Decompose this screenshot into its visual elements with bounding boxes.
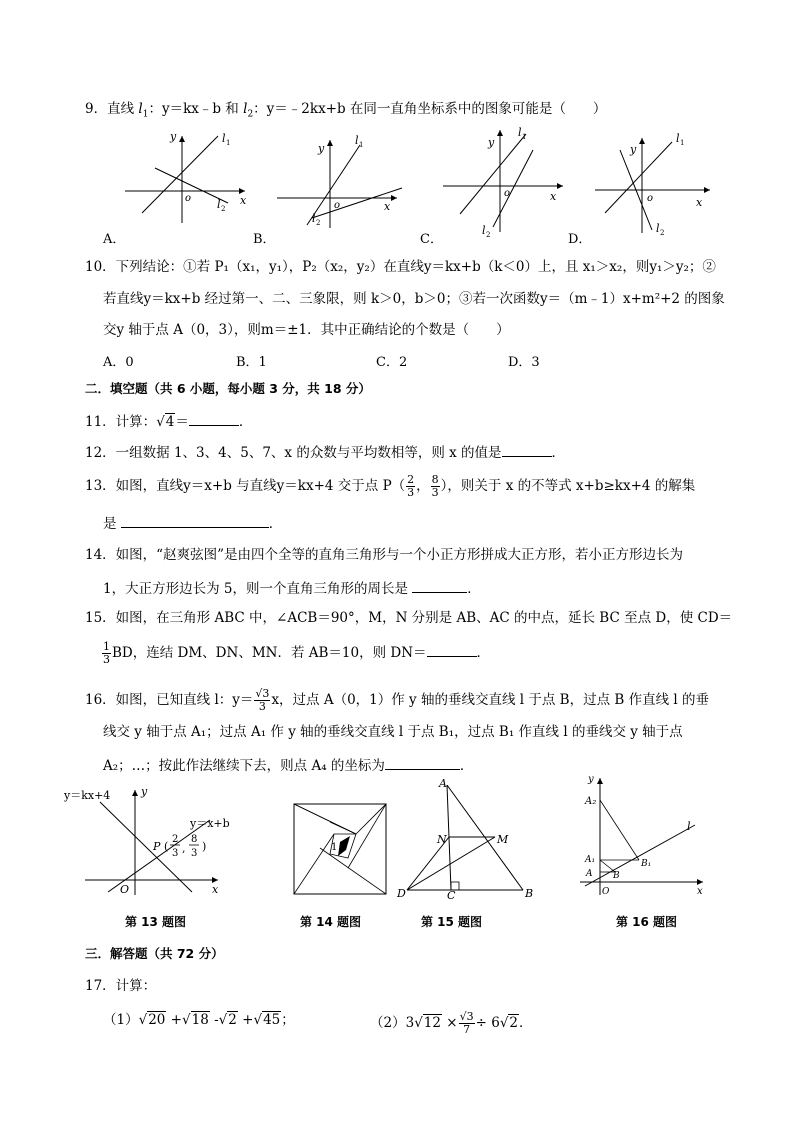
fig16-b: B (613, 871, 620, 881)
svg-text:l: l (518, 126, 522, 139)
q10-line2: 若直线y＝kx+b 经过第一、二、三象限，则 k＞0，b＞0；③若一次函数y＝（m﹣1）x+m²+2 的图象 (103, 291, 725, 307)
svg-text:x: x (384, 200, 391, 213)
figure-15 (395, 775, 545, 900)
svg-text:o: o (504, 188, 511, 199)
svg-text:y: y (318, 142, 325, 155)
q11-text: 11．计算：√4＝ ． (85, 411, 252, 431)
q9-graph-c (438, 122, 573, 240)
fig13-pd2: 3 (191, 848, 198, 859)
q10-line3: 交y 轴于点 A（0，3），则m＝±1．其中正确结论的个数是（ ） (103, 322, 510, 338)
q13-line1: 13．如图，直线y＝x+b 与直线y＝kx+4 交于点 P（ $\frac{2}{3}$ ， $\frac{8}{3}$ ），则关于 x 的不等式 x+b≥kx+4 的解集 (85, 473, 696, 499)
svg-text:o: o (334, 200, 341, 211)
fig16-a: A (586, 869, 593, 879)
svg-text:l: l (676, 132, 680, 145)
svg-text:(: ( (164, 840, 169, 853)
fig13-y: y (141, 785, 148, 798)
fig16-l: l (687, 820, 691, 833)
fig16-x: x (697, 886, 703, 897)
fig16-b1: B₁ (641, 859, 652, 869)
fig13-pn1: 2 (172, 834, 179, 845)
fig15-m: M (497, 833, 509, 846)
svg-text:1: 1 (226, 139, 231, 147)
q17-part1: （1）√20 +√18 -√2 +√45； (103, 1012, 295, 1028)
q9-text: 9．直线 $l_1$：y＝kx﹣b 和 $l_2$：y＝﹣2kx+b 在同一直角坐标系中的图象可能是（ ） (85, 101, 607, 120)
fig14-one: 1 (331, 842, 338, 853)
q15-line2: $\frac{1}{3}$ BD，连结 DM、DN、MN．若 AB＝10，则 DN＝ ． (103, 640, 491, 666)
svg-text:o: o (185, 193, 192, 204)
fig13-x: x (212, 883, 219, 896)
svg-text:o: o (647, 193, 654, 204)
svg-text:2: 2 (486, 231, 491, 239)
svg-text:x: x (550, 190, 557, 203)
q9-option-d: D． (568, 232, 592, 247)
q10-line1: 10．下列结论：①若 P₁（x₁，y₁），P₂（x₂，y₂）在直线y＝kx+b（k＜0）上，且 x₁＞x₂，则y₁＞y₂；② (85, 259, 716, 275)
q9-option-c: C． (420, 232, 443, 247)
svg-text:2: 2 (316, 219, 321, 227)
fig13-p: P (153, 840, 161, 853)
q16-line1: 16．如图，已知直线 l：y＝ $\frac{√3}{3}$ x，过点 A（0，1）作 y 轴的垂线交直线 l 于点 B，过点 B 作直线 l 的垂 (85, 687, 709, 713)
svg-text:l: l (312, 212, 316, 225)
q9-graph-d (590, 128, 720, 238)
q10-option-c: C．2 (376, 355, 408, 370)
figure-16 (575, 770, 710, 900)
q17-title: 17．计算： (85, 978, 157, 994)
fig16-y: y (588, 774, 594, 785)
q16-line3: A₂；…；按此作法继续下去，则点 A₄ 的坐标为 ． (103, 755, 473, 775)
svg-text:l: l (222, 132, 226, 145)
section-answer-heading: 三．解答题（共 72 分） (85, 946, 224, 961)
q14-line1: 14．如图，“赵爽弦图”是由四个全等的直角三角形与一个小正方形拼成大正方形，若小正方形边长为 (85, 547, 683, 563)
q16-line2: 线交 y 轴于点 A₁；过点 A₁ 作 y 轴的垂线交直线 l 于点 B₁，过点 B₁ 作直线 l 的垂线交 y 轴于点 (103, 724, 683, 740)
svg-text:x: x (696, 196, 703, 209)
svg-text:y: y (630, 143, 637, 156)
fig13-eq2: y＝x+b (190, 817, 230, 830)
svg-text:l: l (355, 134, 359, 147)
fig16-o: O (602, 887, 610, 897)
q17-part2: （2）3√12 × $\frac{√3}{7}$ ÷ 6√2． (370, 1010, 533, 1036)
q10-option-d: D．3 (508, 355, 540, 370)
svg-text:l: l (656, 222, 660, 235)
svg-text:1: 1 (359, 141, 364, 149)
q9-graph-a (120, 128, 255, 228)
fig13-pn2: 8 (191, 834, 198, 845)
fig13-pd1: 3 (172, 848, 179, 859)
q9-option-a: A． (103, 232, 126, 247)
svg-text:): ) (202, 840, 207, 853)
q14-line2: 1，大正方形边长为 5，则一个直角三角形的周长是 ． (103, 578, 481, 598)
q9-option-b: B． (253, 232, 276, 247)
q10-option-b: B．1 (236, 355, 267, 370)
fig16-a2: A₂ (585, 796, 597, 807)
fig16-a1: A₁ (585, 855, 596, 865)
svg-text:2: 2 (660, 229, 665, 237)
figure-15-caption: 第 15 题图 (421, 915, 483, 929)
svg-text:1: 1 (680, 139, 685, 147)
figure-14-caption: 第 14 题图 (300, 915, 362, 929)
q12-text: 12．一组数据 1、3、4、5、7、x 的众数与平均数相等，则 x 的值是 ． (85, 442, 565, 462)
svg-text:y: y (170, 130, 177, 143)
q13-line2: 是 ． (103, 513, 282, 533)
fig15-a: A (439, 777, 447, 790)
fig13-o: O (120, 883, 130, 896)
svg-text:l: l (217, 198, 221, 211)
figure-16-caption: 第 16 题图 (616, 915, 678, 929)
section-fill-blank-heading: 二．填空题（共 6 小题，每小题 3 分，共 18 分） (85, 381, 371, 396)
svg-text:1: 1 (522, 133, 527, 141)
svg-text:x: x (240, 194, 247, 207)
q15-line1: 15．如图，在三角形 ABC 中，∠ACB＝90°，M，N 分别是 AB、AC 的中点，延长 BC 至点 D，使 CD＝ (85, 610, 733, 626)
fig15-n: N (437, 833, 447, 846)
q9-graph-b (272, 130, 407, 230)
svg-text:y: y (488, 136, 495, 149)
q10-option-a: A．0 (103, 355, 134, 370)
fig15-c: C (447, 889, 456, 900)
fig13-eq1: y＝kx+4 (64, 789, 111, 802)
figure-13 (60, 780, 230, 898)
fig15-b: B (525, 887, 534, 900)
svg-text:,: , (182, 842, 186, 855)
fig15-d: D (397, 887, 406, 900)
figure-14 (290, 800, 395, 900)
figure-13-caption: 第 13 题图 (125, 915, 187, 929)
svg-text:l: l (482, 224, 486, 237)
svg-text:2: 2 (221, 205, 226, 213)
